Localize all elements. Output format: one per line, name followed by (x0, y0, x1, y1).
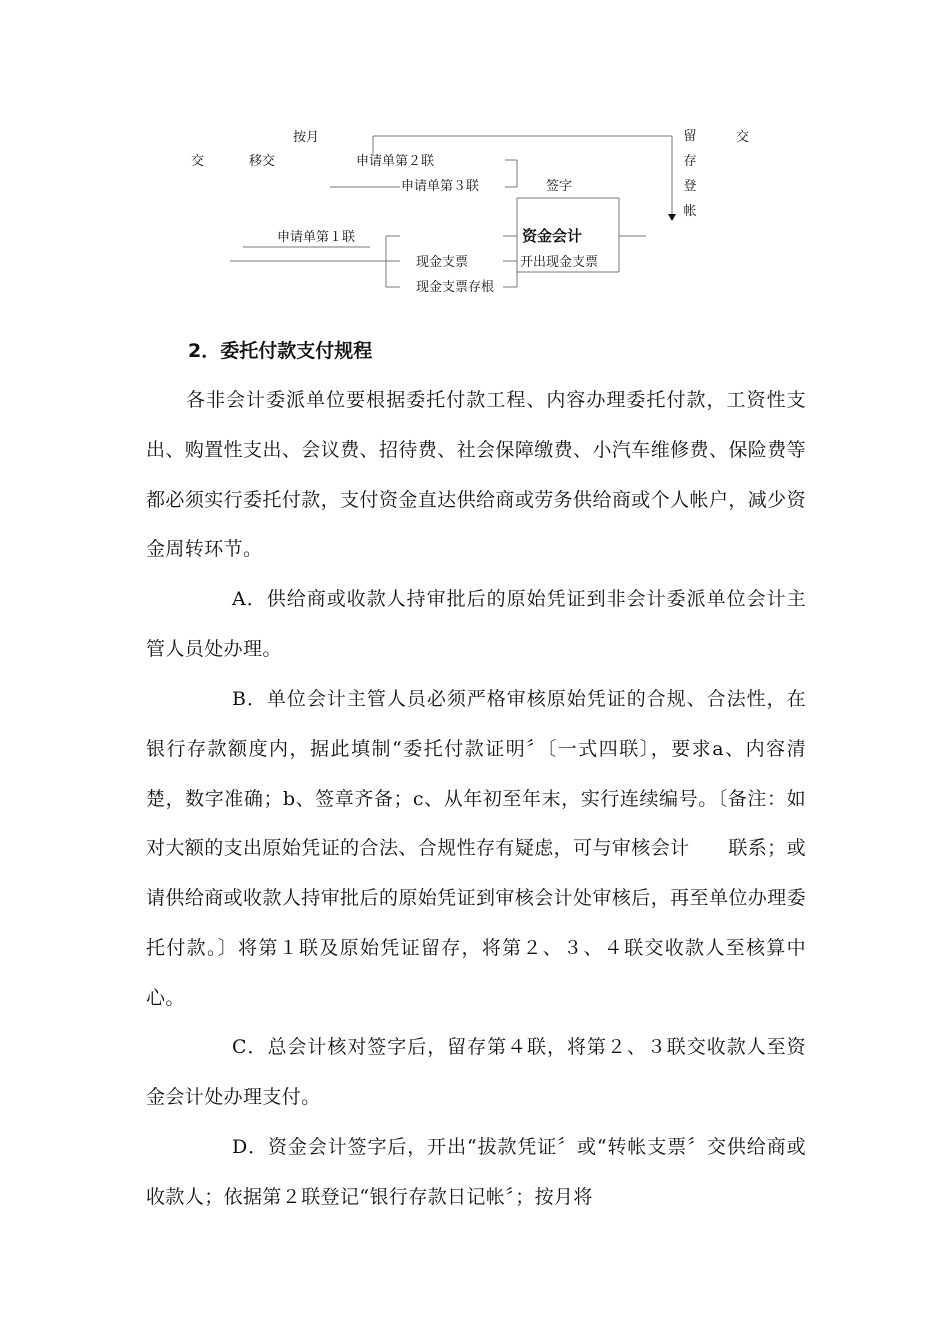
label-submit-right: 交 (736, 130, 750, 145)
section-heading: 2．委托付款支付规程 (188, 340, 373, 362)
paragraph-step-c: C．总会计核对签字后，留存第４联，将第２、３联交收款人至资金会计处办理支付。 (146, 1036, 806, 1108)
label-monthly: 按月 (293, 130, 320, 145)
arrow-down-icon (668, 214, 676, 221)
label-form-copy-3: 申请单第３联 (401, 179, 480, 194)
label-sign: 签字 (546, 179, 573, 194)
label-issue-cash-check: 开出现金支票 (520, 255, 599, 270)
flowchart-lines (0, 0, 950, 320)
fund-accountant-box-title: 资金会计 (522, 227, 583, 245)
label-form-copy-2: 申请单第２联 (356, 154, 435, 169)
paragraph-step-a: A．供给商或收款人持审批后的原始凭证到非会计委派单位会计主管人员处办理。 (146, 588, 806, 660)
flowchart (0, 0, 950, 320)
label-transfer: 移交 (249, 154, 276, 169)
label-form-copy-1: 申请单第１联 (277, 230, 356, 245)
paragraph-step-b: B．单位会计主管人员必须严格审核原始凭证的合规、合法性，在银行存款额度内，据此填制“委托付款证明〞〔一式四联〕，要求a、内容清楚，数字准确；b、签章齐备；c、从年初至年末，实行连续编号。〔备注：如对大额的支出原始凭证的合法、合规性存有疑虑，可与审核会计 联系；或请供给商或收款人持审批后的原始凭证到审核会计处审核后，再至单位办理委托付款。〕将第１联及原始凭证留存，将第２、３、４联交收款人至核算中心。 (146, 688, 806, 1009)
label-submit-left: 交 (191, 154, 205, 169)
label-cash-check-stub: 现金支票存根 (416, 280, 495, 295)
label-retain-posting-vertical: 留存登帐 (683, 129, 697, 219)
paragraph-intro: 各非会计委派单位要根据委托付款工程、内容办理委托付款，工资性支出、购置性支出、会议费、招待费、社会保障缴费、小汽车维修费、保险费等都必须实行委托付款，支付资金直达供给商或劳务供给商或个人帐户，减少资金周转环节。 (146, 389, 806, 561)
paragraph-step-d: D．资金会计签字后，开出“拔款凭证〞或“转帐支票〞交供给商或收款人；依据第２联登记“银行存款日记帐〞；按月将 (146, 1136, 806, 1208)
label-cash-check: 现金支票 (416, 255, 469, 270)
